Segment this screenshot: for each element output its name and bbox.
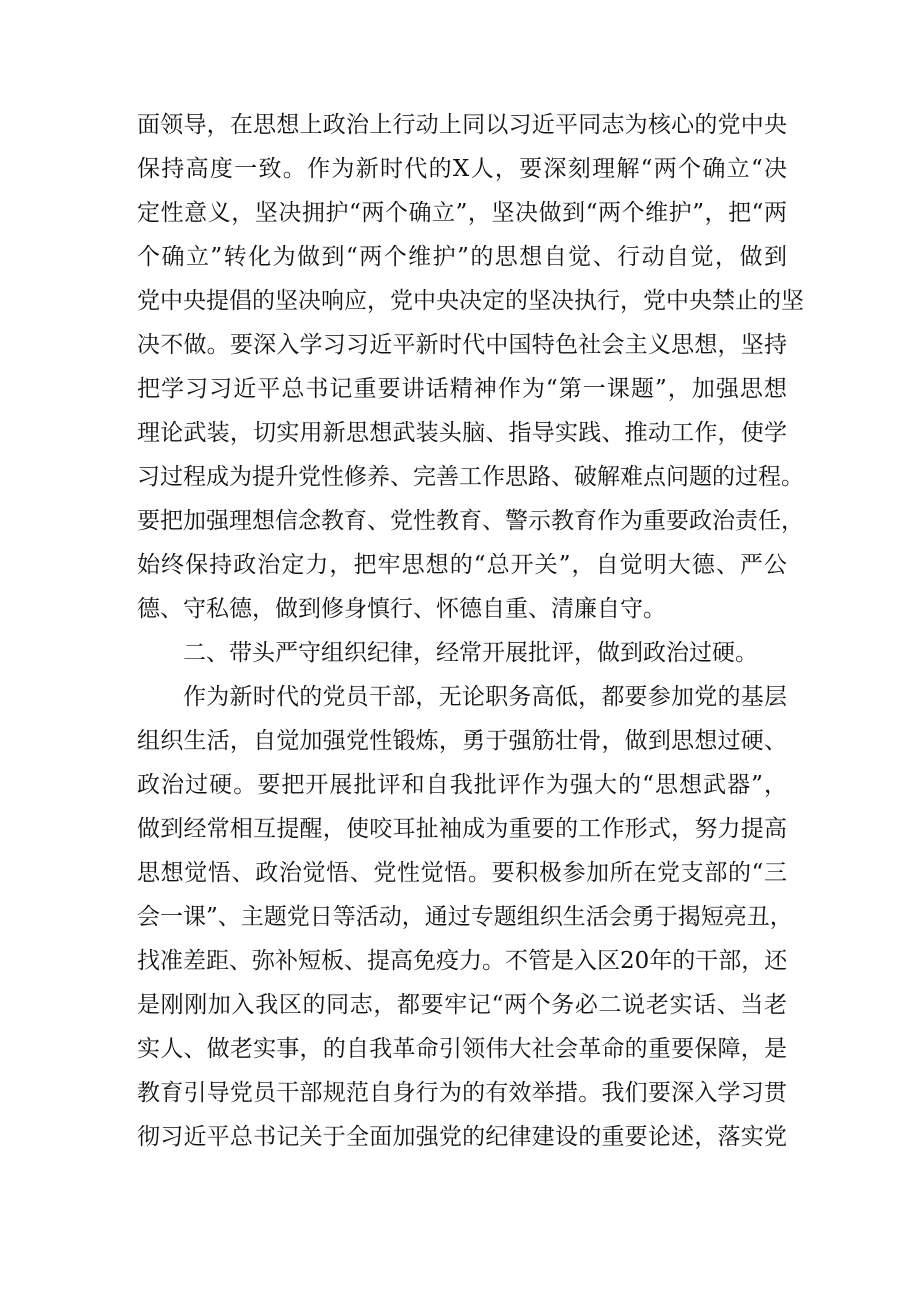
text-line: 组织生活，自觉加强党性锻炼，勇于强筋壮骨，做到思想过硬、 <box>137 728 787 754</box>
text-line: 会一课”、主题党日等活动，通过专题组织生活会勇于揭短亮丑， <box>137 904 793 930</box>
text-line: 彻习近平总书记关于全面加强党的纪律建设的重要论述，落实党 <box>137 1124 787 1150</box>
section-heading: 二、带头严守组织纪律，经常开展批评，做到政治过硬。 <box>183 640 758 666</box>
text-line: 党中央提倡的坚决响应，党中央决定的坚决执行，党中央禁止的坚 <box>137 288 804 314</box>
text-line: 教育引导党员干部规范自身行为的有效举措。我们要深入学习贯 <box>137 1080 787 1106</box>
text-line: 决不做。要深入学习习近平新时代中国特色社会主义思想，坚持 <box>137 332 787 358</box>
text-line: 找准差距、弥补短板、提高免疫力。不管是入区20年的干部，还 <box>137 948 788 974</box>
text-line: 始终保持政治定力，把牢思想的“总开关”，自觉明大德、严公 <box>137 552 787 578</box>
text-line: 德、守私德，做到修身慎行、怀德自重、清廉自守。 <box>137 596 666 622</box>
text-line: 保持高度一致。作为新时代的X人，要深刻理解“两个确立“决 <box>137 156 787 182</box>
text-line: 把学习习近平总书记重要讲话精神作为“第一课题”，加强思想 <box>137 376 787 402</box>
text-line: 个确立”转化为做到“两个维护”的思想自觉、行动自觉，做到 <box>137 244 787 270</box>
text-line: 理论武装，切实用新思想武装头脑、指导实践、推动工作，使学 <box>137 420 787 446</box>
text-line: 政治过硬。要把开展批评和自我批评作为强大的“思想武器”， <box>137 772 787 798</box>
text-line: 实人、做老实事，的自我革命引领伟大社会革命的重要保障，是 <box>137 1036 787 1062</box>
text-line: 思想觉悟、政治觉悟、党性觉悟。要积极参加所在党支部的“三 <box>137 860 787 886</box>
text-line: 定性意义，坚决拥护“两个确立”，坚决做到“两个维护”，把“两 <box>137 200 787 226</box>
text-line: 做到经常相互提醒，使咬耳扯袖成为重要的工作形式，努力提高 <box>137 816 787 842</box>
text-line: 习过程成为提升党性修养、完善工作思路、破解难点问题的过程。 <box>137 464 804 490</box>
text-line: 要把加强理想信念教育、党性教育、警示教育作为重要政治责任， <box>137 508 804 534</box>
text-line: 面领导，在思想上政治上行动上同以习近平同志为核心的党中央 <box>137 112 787 138</box>
text-line: 是刚刚加入我区的同志，都要牢记“两个务必二说老实话、当老 <box>137 992 787 1018</box>
text-line: 作为新时代的党员干部，无论职务高低，都要参加党的基层 <box>183 684 787 710</box>
